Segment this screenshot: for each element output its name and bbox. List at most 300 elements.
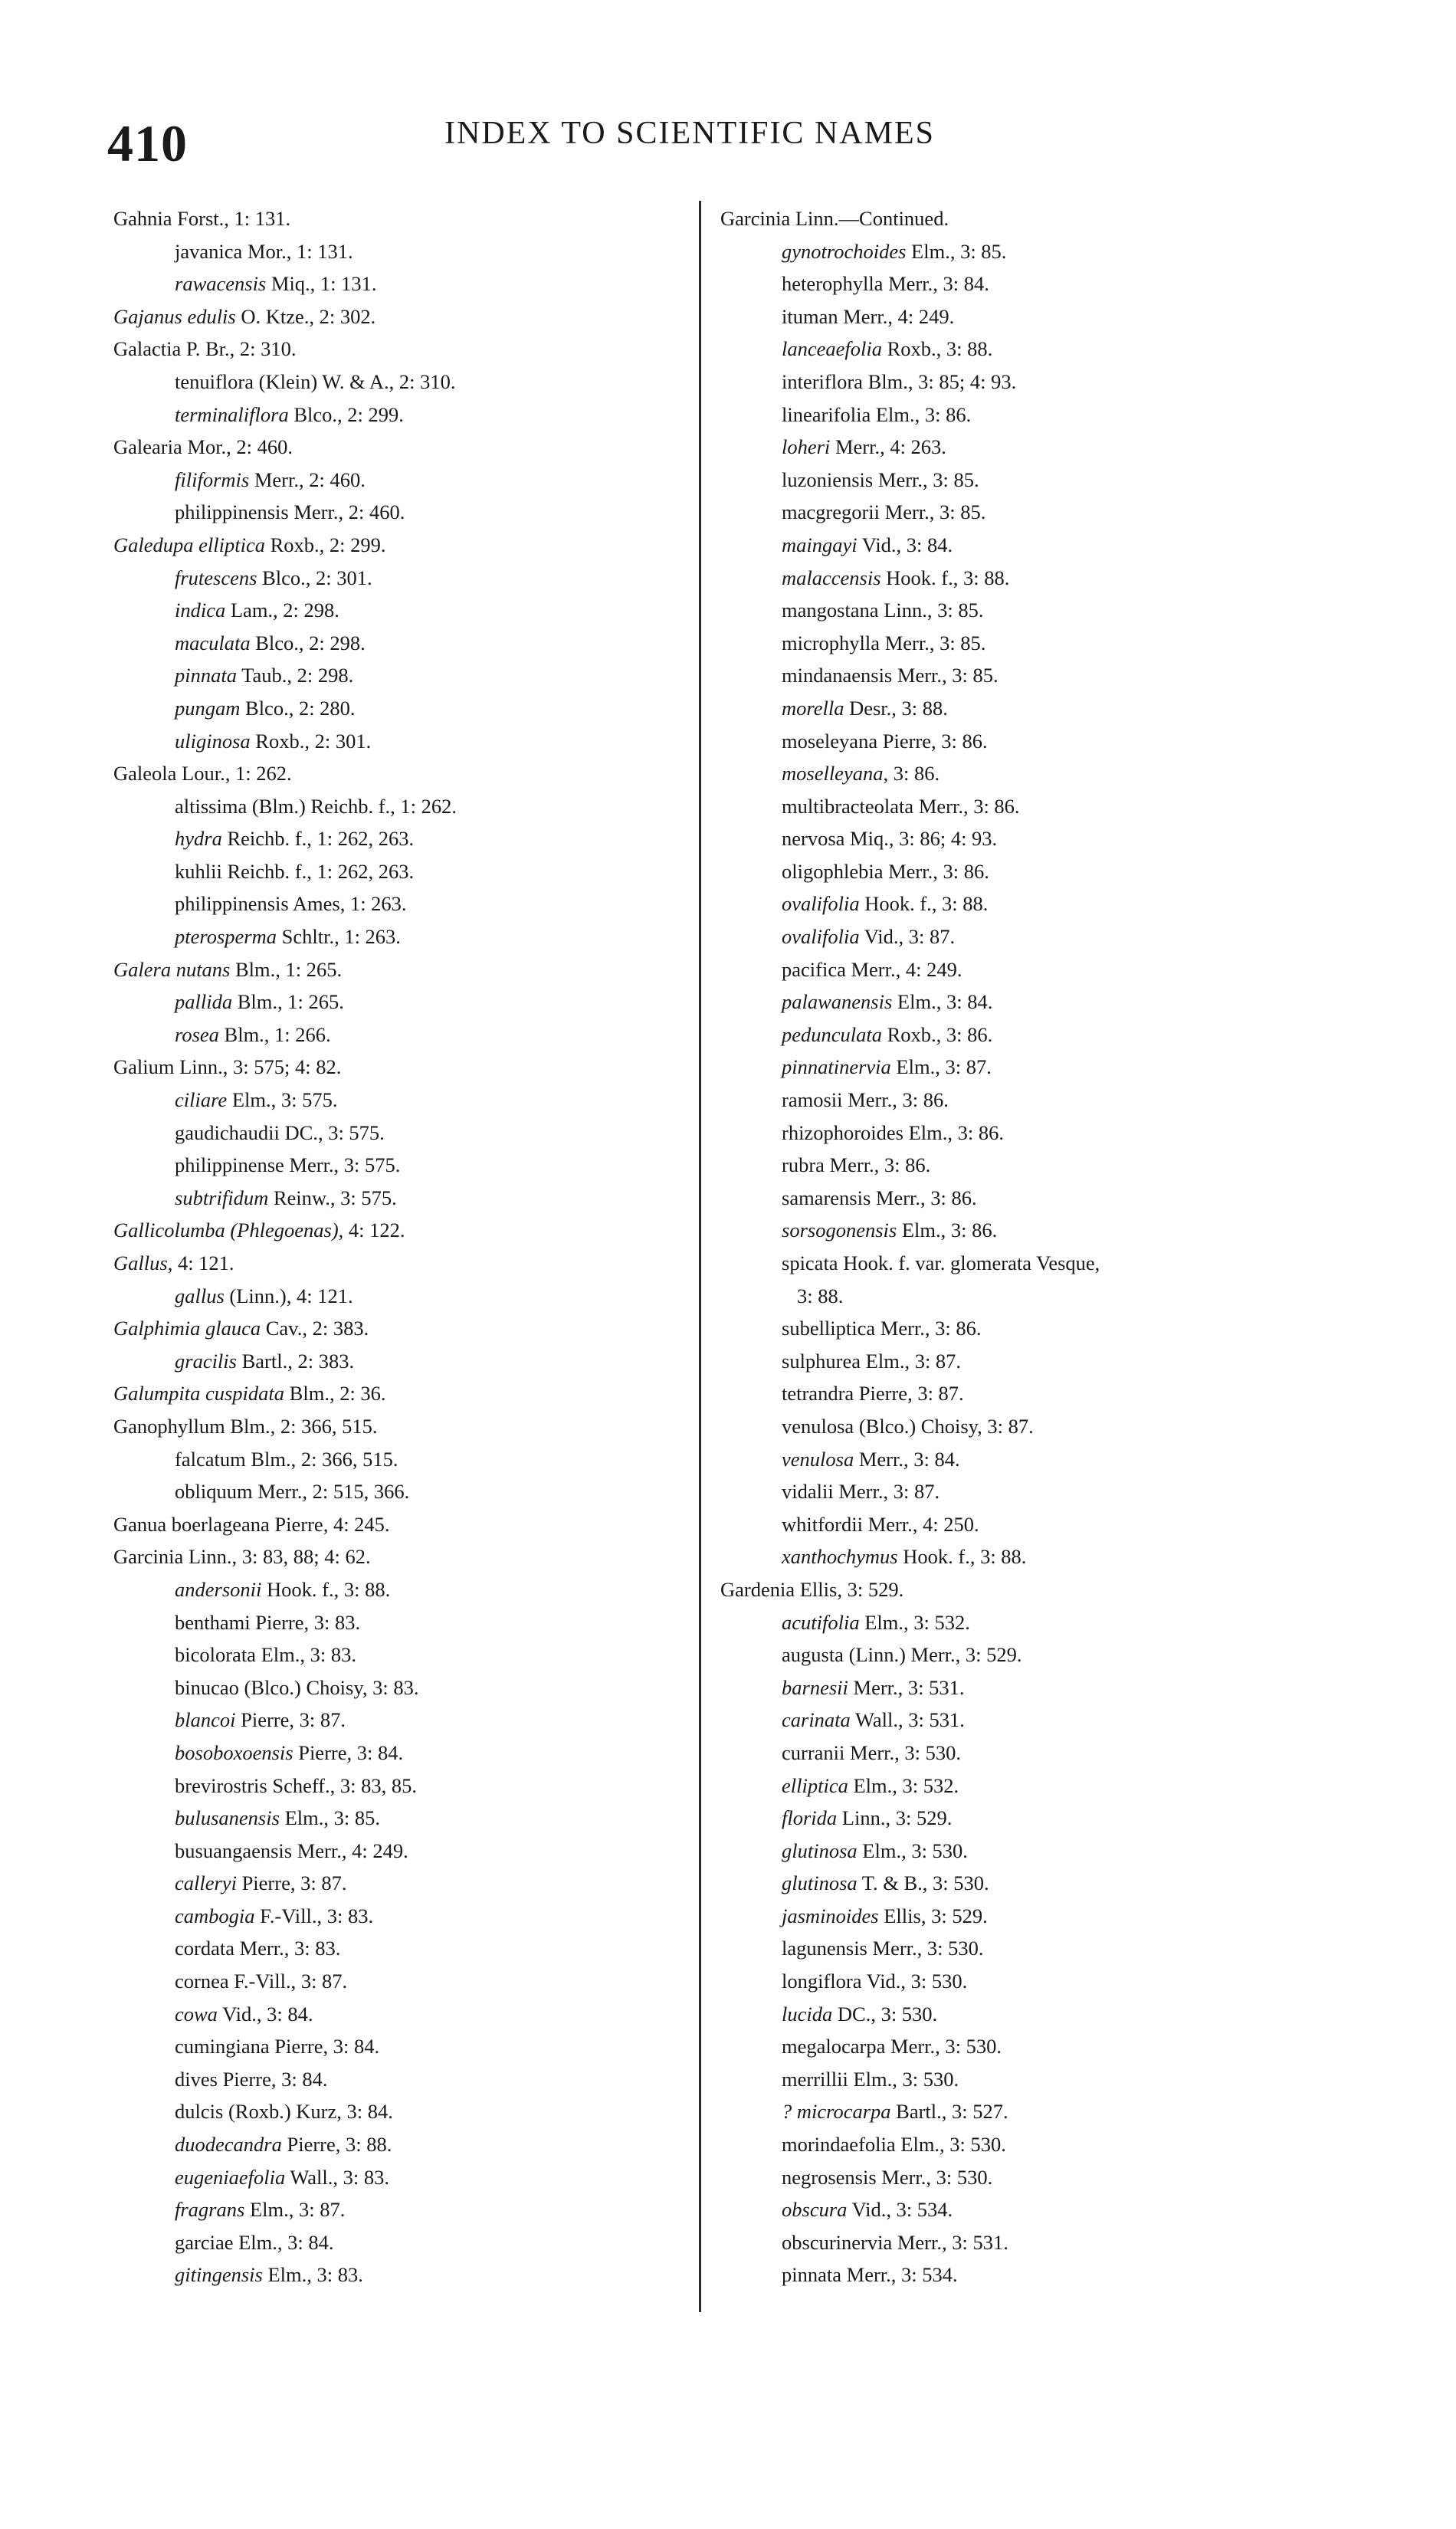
- entry-name: longiflora: [782, 1970, 862, 1993]
- entry-reference: Taub., 2: 298.: [236, 664, 354, 687]
- index-entry: [720, 1704, 1433, 1737]
- entry-name: Garcinia: [720, 207, 791, 230]
- entry-name: gallus: [175, 1284, 225, 1307]
- index-entry: [113, 1149, 696, 1182]
- index-entry: [113, 529, 696, 562]
- entry-name: pedunculata: [782, 1022, 882, 1046]
- index-entry: [720, 1900, 1433, 1933]
- entry-name: pacifica: [782, 957, 846, 981]
- entry-reference: Merr., 3: 86.: [824, 1153, 931, 1177]
- index-entry: [720, 431, 1433, 464]
- entry-reference: Merr., 3: 86.: [883, 859, 989, 883]
- entry-name: dives: [175, 2067, 218, 2091]
- entry-reference: Merr., 3: 85.: [880, 500, 986, 524]
- entry-reference: Hook. f., 3: 88.: [859, 892, 989, 916]
- entry-name: altissima: [175, 794, 248, 818]
- index-entry: [720, 1737, 1433, 1770]
- entry-name: microphylla: [782, 631, 880, 654]
- entry-name: ovalifolia: [782, 892, 860, 916]
- entry-name: venulosa: [782, 1414, 854, 1438]
- index-entry: [113, 725, 696, 758]
- entry-reference: Wall., 3: 83.: [285, 2165, 390, 2189]
- entry-reference: Merr., 3: 84.: [883, 272, 989, 296]
- index-entry: [113, 1345, 696, 1378]
- entry-reference: Merr., 4: 263.: [830, 435, 946, 459]
- index-entry: [720, 1998, 1433, 2031]
- entry-name: Gallicolumba (Phlegoenas): [113, 1219, 339, 1242]
- index-entry: [720, 267, 1433, 300]
- entry-name: kuhlii: [175, 859, 222, 883]
- entry-reference: Merr., 3: 530.: [876, 2165, 993, 2189]
- entry-reference: Hook. f., 3: 88.: [897, 1545, 1027, 1569]
- index-entry: [113, 659, 696, 692]
- index-entry: [113, 2095, 696, 2128]
- entry-name: falcatum: [175, 1447, 246, 1471]
- entry-reference: Merr., 3: 86.: [871, 1186, 977, 1209]
- entry-name: augusta: [782, 1643, 844, 1667]
- entry-name: indica: [175, 599, 226, 622]
- entry-reference: Blm., 2: 366, 515.: [225, 1414, 378, 1438]
- entry-name: cumingiana: [175, 2035, 270, 2058]
- index-entry: [113, 464, 696, 497]
- entry-name: palawanensis: [782, 990, 893, 1014]
- entry-name: vidalii: [782, 1480, 834, 1504]
- entry-reference: (Blco.) Choisy, 3: 87.: [854, 1414, 1034, 1438]
- entry-name: lucida: [782, 2002, 833, 2025]
- entry-reference: Roxb., 3: 86.: [882, 1022, 993, 1046]
- index-entry: [720, 202, 1433, 235]
- index-entry: [113, 300, 696, 333]
- index-entry: [113, 1900, 696, 1933]
- entry-name: rubra: [782, 1153, 825, 1177]
- index-entry: [720, 1280, 1433, 1313]
- index-entry: [720, 1835, 1433, 1868]
- entry-name: Ganophyllum: [113, 1414, 225, 1438]
- entry-name: rosea: [175, 1022, 219, 1046]
- index-entry: [113, 692, 696, 725]
- index-entry: [113, 1182, 696, 1215]
- entry-reference: Merr., 3: 530.: [885, 2035, 1002, 2058]
- entry-name: whitfordii: [782, 1512, 863, 1536]
- entry-reference: Pierre, 3: 84.: [217, 2067, 328, 2091]
- entry-reference: (Klein) W. & A., 2: 310.: [254, 369, 456, 393]
- entry-name: Galeola: [113, 762, 177, 786]
- index-entry: [113, 1573, 696, 1606]
- entry-reference: Blm., 2: 36.: [284, 1382, 386, 1406]
- index-entry: [113, 986, 696, 1018]
- index-entry: [720, 953, 1433, 986]
- index-entry: [113, 1671, 696, 1704]
- entry-reference: Elm., 3: 532.: [848, 1773, 959, 1797]
- entry-name: jasminoides: [782, 1904, 879, 1927]
- entry-reference: Hook. f., 3: 88.: [880, 566, 1010, 589]
- index-entry: [720, 2063, 1433, 2096]
- entry-name: obscura: [782, 2198, 848, 2222]
- index-entry: [720, 1802, 1433, 1835]
- index-entry: [113, 1998, 696, 2031]
- entry-name: moselleyana: [782, 762, 884, 786]
- entry-name: spicata: [782, 1251, 838, 1274]
- entry-name: malaccensis: [782, 566, 881, 589]
- entry-reference: , 4: 122.: [338, 1219, 405, 1242]
- index-entry: [113, 1280, 696, 1313]
- entry-name: glutinosa: [782, 1839, 858, 1862]
- entry-name: ? microcarpa: [782, 2100, 891, 2124]
- entry-name: blancoi: [175, 1708, 236, 1732]
- entry-name: fragrans: [175, 2198, 245, 2222]
- entry-reference: Merr., 3: 575.: [284, 1153, 401, 1177]
- entry-name: tetrandra: [782, 1382, 854, 1406]
- entry-name: benthami: [175, 1610, 251, 1634]
- entry-name: frutescens: [175, 566, 257, 589]
- entry-reference: Elm., 3: 530.: [857, 1839, 968, 1862]
- entry-reference: Merr., 3: 531.: [848, 1675, 965, 1699]
- entry-reference: 3: 88.: [797, 1284, 844, 1307]
- entry-reference: Vid., 3: 534.: [847, 2198, 953, 2222]
- entry-name: sorsogonensis: [782, 1219, 897, 1242]
- index-entry: [720, 1932, 1433, 1965]
- entry-reference: Reichb. f., 1: 262, 263.: [221, 827, 415, 851]
- entry-reference: Blm., 3: 85; 4: 93.: [862, 369, 1017, 393]
- entry-name: xanthochymus: [782, 1545, 898, 1569]
- index-entry: [720, 2095, 1433, 2128]
- entry-reference: Merr., 4: 250.: [863, 1512, 979, 1536]
- entry-name: venulosa: [782, 1447, 854, 1471]
- entry-reference: Vid., 3: 84.: [217, 2002, 313, 2025]
- index-entry: [113, 333, 696, 366]
- entry-reference: Merr., 3: 86.: [913, 794, 1020, 818]
- entry-reference: Forst., 1: 131.: [172, 207, 291, 230]
- index-entry: [720, 627, 1433, 660]
- entry-name: gaudichaudii: [175, 1120, 280, 1144]
- entry-name: maingayi: [782, 533, 858, 556]
- entry-reference: Pierre, 3: 87.: [854, 1382, 964, 1406]
- index-entry: [720, 2226, 1433, 2259]
- entry-name: merrillii: [782, 2067, 848, 2091]
- index-entry: [720, 855, 1433, 888]
- index-entry: [720, 2128, 1433, 2161]
- entry-reference: Schltr., 1: 263.: [276, 925, 401, 949]
- entry-name: eugeniaefolia: [175, 2165, 286, 2189]
- entry-reference: Merr., 3: 86.: [842, 1088, 949, 1112]
- entry-reference: T. & B., 3: 530.: [857, 1871, 989, 1895]
- entry-name: ituman: [782, 304, 838, 328]
- entry-name: Garcinia: [113, 1545, 184, 1569]
- entry-reference: Blco., 2: 301.: [257, 566, 372, 589]
- entry-name: hydra: [175, 827, 222, 851]
- entry-reference: Merr., 3: 85.: [873, 467, 979, 491]
- entry-name: oligophlebia: [782, 859, 884, 883]
- index-entry: [720, 1051, 1433, 1084]
- entry-name: Galactia: [113, 337, 182, 361]
- entry-reference: Elm., 3: 87.: [244, 2198, 346, 2222]
- entry-reference: Blm., 2: 366, 515.: [245, 1447, 398, 1471]
- index-entry: [113, 757, 696, 790]
- index-entry: [720, 757, 1433, 790]
- entry-name: busuangaensis: [175, 1839, 293, 1862]
- entry-name: Gardenia: [720, 1577, 795, 1601]
- index-entry: [113, 431, 696, 464]
- index-entry: [113, 1638, 696, 1671]
- entry-reference: Elm., 3: 530.: [895, 2133, 1006, 2157]
- index-entry: [720, 1770, 1433, 1802]
- entry-name: javanica: [175, 239, 243, 263]
- index-entry: [720, 986, 1433, 1018]
- index-entry: [113, 1443, 696, 1476]
- index-entry: [113, 1475, 696, 1508]
- index-entry: [720, 496, 1433, 529]
- entry-name: ciliare: [175, 1088, 228, 1112]
- index-entry: [720, 887, 1433, 920]
- entry-name: Galedupa elliptica: [113, 533, 265, 556]
- entry-name: morella: [782, 696, 844, 720]
- index-entry: [720, 300, 1433, 333]
- entry-reference: Elm., 3: 83.: [262, 2263, 363, 2287]
- index-entry: [113, 1247, 696, 1280]
- index-entry: [720, 1606, 1433, 1639]
- entry-reference: Bartl., 3: 527.: [890, 2100, 1008, 2124]
- index-entry: [720, 1867, 1433, 1900]
- entry-name: glutinosa: [782, 1871, 858, 1895]
- entry-name: obscurinervia: [782, 2230, 893, 2254]
- index-entry: [720, 1475, 1433, 1508]
- entry-reference: Merr., 2: 515, 366.: [252, 1480, 410, 1504]
- entry-reference: Roxb., 2: 301.: [250, 729, 372, 753]
- entry-reference: Miq., 1: 131.: [266, 272, 377, 296]
- entry-reference: Elm., 3: 83.: [255, 1643, 356, 1667]
- index-entry: [720, 1508, 1433, 1541]
- entry-reference: Vid., 3: 87.: [859, 925, 956, 949]
- index-entry: [720, 235, 1433, 268]
- index-entry: [113, 1965, 696, 1998]
- entry-name: megalocarpa: [782, 2035, 886, 2058]
- entry-reference: Roxb., 2: 299.: [264, 533, 386, 556]
- entry-name: pterosperma: [175, 925, 277, 949]
- entry-reference: Linn., 3: 83, 88; 4: 62.: [183, 1545, 371, 1569]
- index-entry: [720, 1149, 1433, 1182]
- entry-reference: (Linn.), 4: 121.: [224, 1284, 353, 1307]
- entry-reference: Merr., 4: 249.: [845, 957, 962, 981]
- entry-name: nervosa: [782, 827, 845, 851]
- entry-reference: Scheff., 3: 83, 85.: [267, 1773, 417, 1797]
- entry-reference: Linn., 3: 85.: [878, 599, 984, 622]
- entry-name: multibracteolata: [782, 794, 914, 818]
- index-entry: [113, 562, 696, 595]
- entry-reference: P. Br., 2: 310.: [181, 337, 297, 361]
- index-entry: [720, 725, 1433, 758]
- entry-reference: Roxb., 3: 88.: [882, 337, 993, 361]
- index-entry: [720, 1117, 1433, 1150]
- entry-reference: Vid., 3: 84.: [857, 533, 953, 556]
- entry-reference: Hook. f., 3: 88.: [261, 1577, 391, 1601]
- index-entry: [720, 529, 1433, 562]
- entry-reference: Wall., 3: 531.: [850, 1708, 965, 1732]
- entry-reference: Linn., 3: 575; 4: 82.: [174, 1055, 342, 1079]
- index-entry: [720, 1671, 1433, 1704]
- entry-name: ovalifolia: [782, 925, 860, 949]
- entry-name: filiformis: [175, 467, 250, 491]
- running-head: INDEX TO SCIENTIFIC NAMES: [444, 116, 935, 151]
- index-entry: [720, 822, 1433, 855]
- entry-name: samarensis: [782, 1186, 871, 1209]
- column-divider: [699, 201, 701, 2312]
- index-entry: [720, 1443, 1433, 1476]
- entry-reference: Blm., 1: 265.: [232, 990, 344, 1014]
- entry-reference: Pierre, 4: 245.: [269, 1512, 390, 1536]
- entry-reference: Pierre, 3: 84.: [269, 2035, 380, 2058]
- index-entry: [113, 2258, 696, 2291]
- entry-reference: Merr., 3: 85.: [880, 631, 986, 654]
- index-entry: [113, 1737, 696, 1770]
- index-entry: [113, 202, 696, 235]
- index-entry: [720, 1965, 1433, 1998]
- index-entry: [113, 1312, 696, 1345]
- entry-name: philippinensis: [175, 500, 289, 524]
- entry-reference: Elm., 3: 87.: [890, 1055, 992, 1079]
- entry-reference: Elm., 3: 85.: [279, 1806, 380, 1830]
- index-entry: [113, 1540, 696, 1573]
- entry-name: maculata: [175, 631, 251, 654]
- index-entry: [720, 2258, 1433, 2291]
- index-entry: [720, 2030, 1433, 2063]
- entry-reference: (Blco.) Choisy, 3: 83.: [238, 1675, 419, 1699]
- entry-reference: Linn., 3: 529.: [837, 1806, 953, 1830]
- right-index-column: [720, 202, 1433, 2291]
- entry-name: lagunensis: [782, 1937, 867, 1960]
- entry-reference: Elm., 3: 530.: [848, 2067, 959, 2091]
- entry-name: sulphurea: [782, 1349, 861, 1373]
- index-entry: [113, 1704, 696, 1737]
- entry-reference: Merr., 4: 249.: [838, 304, 955, 328]
- entry-name: Gahnia: [113, 207, 172, 230]
- entry-name: rawacensis: [175, 272, 267, 296]
- index-entry: [113, 2030, 696, 2063]
- index-entry: [720, 594, 1433, 627]
- entry-reference: Mor., 1: 131.: [242, 239, 353, 263]
- index-entry: [113, 1018, 696, 1051]
- entry-reference: Merr., 3: 534.: [841, 2263, 958, 2287]
- entry-reference: Pierre, 3: 86.: [877, 729, 988, 753]
- entry-reference: Hook. f. var. glomerata Vesque,: [838, 1251, 1100, 1274]
- index-entry: [113, 822, 696, 855]
- entry-name: Galumpita cuspidata: [113, 1382, 285, 1406]
- index-entry: [113, 920, 696, 953]
- index-entry: [113, 855, 696, 888]
- entry-reference: Elm., 3: 532.: [859, 1610, 970, 1634]
- index-entry: [720, 2193, 1433, 2226]
- index-entry: [720, 659, 1433, 692]
- index-entry: [720, 1638, 1433, 1671]
- entry-name: Gajanus edulis: [113, 304, 236, 328]
- index-entry: [113, 2128, 696, 2161]
- entry-name: philippinensis: [175, 892, 289, 916]
- entry-name: pinnata: [175, 664, 237, 687]
- entry-name: pinnatinervia: [782, 1055, 891, 1079]
- index-entry: [113, 2193, 696, 2226]
- index-entry: [720, 1540, 1433, 1573]
- entry-name: morindaefolia: [782, 2133, 896, 2157]
- entry-reference: Elm., 3: 85.: [906, 239, 1007, 263]
- entry-name: garciae: [175, 2230, 234, 2254]
- entry-name: tenuiflora: [175, 369, 254, 393]
- entry-name: gynotrochoides: [782, 239, 907, 263]
- entry-reference: Blco., 2: 298.: [250, 631, 366, 654]
- index-entry: [113, 953, 696, 986]
- index-entry: [720, 1214, 1433, 1247]
- entry-reference: Merr., 3: 87.: [833, 1480, 940, 1504]
- entry-reference: Pierre, 3: 83.: [250, 1610, 361, 1634]
- entry-reference: Desr., 3: 88.: [844, 696, 948, 720]
- index-entry: [113, 235, 696, 268]
- entry-reference: Pierre, 3: 87.: [236, 1871, 347, 1895]
- index-entry: [720, 1018, 1433, 1051]
- entry-name: heterophylla: [782, 272, 884, 296]
- entry-name: loheri: [782, 435, 831, 459]
- entry-name: interiflora: [782, 369, 863, 393]
- entry-name: mangostana: [782, 599, 879, 622]
- entry-reference: Elm., 3: 86.: [871, 402, 972, 426]
- index-entry: [113, 2063, 696, 2096]
- entry-name: philippinense: [175, 1153, 284, 1177]
- entry-name: brevirostris: [175, 1773, 267, 1797]
- entry-name: subtrifidum: [175, 1186, 269, 1209]
- index-entry: [113, 2161, 696, 2194]
- entry-reference: Pierre, 3: 88.: [281, 2133, 392, 2157]
- index-entry: [720, 1345, 1433, 1378]
- entry-reference: Pierre, 3: 84.: [293, 1740, 404, 1764]
- entry-name: bulusanensis: [175, 1806, 280, 1830]
- entry-name: cordata: [175, 1937, 234, 1960]
- entry-name: macgregorii: [782, 500, 880, 524]
- entry-name: cornea: [175, 1970, 229, 1993]
- index-entry: [720, 2161, 1433, 2194]
- entry-name: cambogia: [175, 1904, 255, 1927]
- index-entry: [113, 1802, 696, 1835]
- index-entry: [720, 1410, 1433, 1443]
- entry-reference: Merr., 3: 84.: [854, 1447, 960, 1471]
- entry-reference: F.-Vill., 3: 83.: [254, 1904, 374, 1927]
- entry-name: pinnata: [782, 2263, 841, 2287]
- entry-reference: Merr., 2: 460.: [288, 500, 405, 524]
- index-entry: [113, 627, 696, 660]
- index-entry: [720, 399, 1433, 431]
- entry-reference: Elm., 3: 86.: [897, 1219, 998, 1242]
- entry-name: subelliptica: [782, 1317, 876, 1340]
- entry-name: moseleyana: [782, 729, 878, 753]
- entry-name: Galera nutans: [113, 957, 231, 981]
- entry-name: gitingensis: [175, 2263, 263, 2287]
- entry-reference: Elm., 3: 575.: [227, 1088, 338, 1112]
- index-entry: [113, 790, 696, 823]
- index-entry: [720, 366, 1433, 399]
- entry-name: obliquum: [175, 1480, 253, 1504]
- entry-reference: Mor., 2: 460.: [182, 435, 293, 459]
- entry-reference: Merr., 4: 249.: [292, 1839, 408, 1862]
- entry-reference: Bartl., 2: 383.: [236, 1349, 355, 1373]
- entry-name: dulcis: [175, 2100, 224, 2124]
- index-entry: [113, 399, 696, 431]
- index-entry: [113, 2226, 696, 2259]
- index-entry: [113, 1214, 696, 1247]
- entry-name: Galphimia glauca: [113, 1317, 261, 1340]
- index-entry: [720, 1377, 1433, 1410]
- entry-name: luzoniensis: [782, 467, 874, 491]
- entry-reference: Reichb. f., 1: 262, 263.: [221, 859, 415, 883]
- entry-reference: DC., 3: 575.: [279, 1120, 385, 1144]
- index-entry: [113, 1084, 696, 1117]
- entry-reference: (Roxb.) Kurz, 3: 84.: [223, 2100, 393, 2124]
- entry-name: terminaliflora: [175, 402, 289, 426]
